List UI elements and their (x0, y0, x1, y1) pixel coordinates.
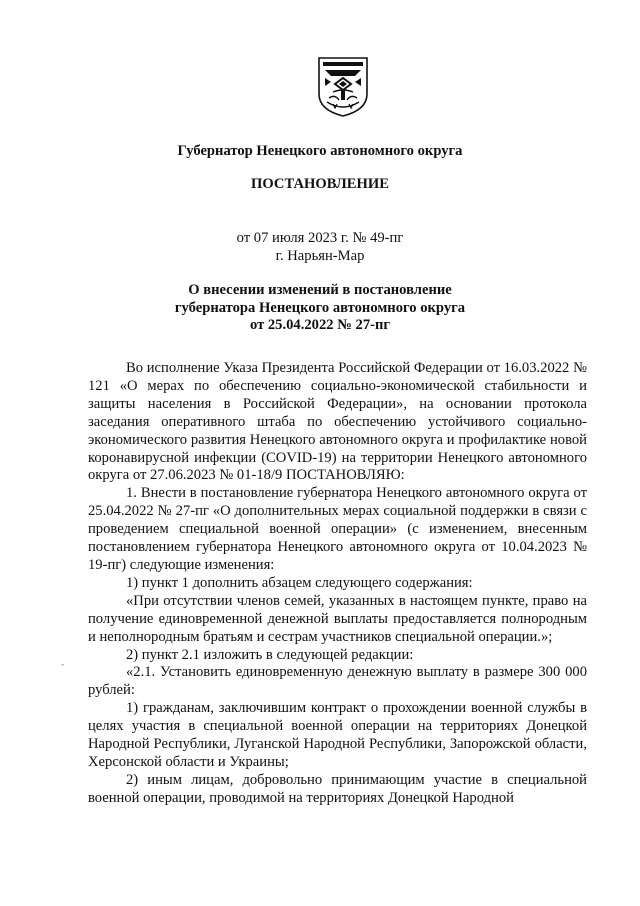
body-paragraph: 2) иным лицам, добровольно принимающим участие в специальной военной операции, проводимой на территориях Донецкой Народной (88, 771, 587, 806)
document-body (88, 360, 587, 808)
body-paragraph: 1. Внести в постановление губернатора Ненецкого автономного округа от 25.04.2022 № 27-пг «О дополнительных мерах социальной поддержки в связи с проведением специальной военной операции» (с изменением, внесенным постановлением губернатора Ненецкого автономного округа от 10.04.2023 № 19-пг) следующие изменения: (88, 485, 587, 573)
body-paragraph: Во исполнение Указа Президента Российской Федерации от 16.03.2022 № 121 «О мерах по обеспечению социально-экономической стабильности и защиты населения в Российской Федерации», на основании протокола заседания оперативного штаба по обеспечению устойчивого социально-экономического развития Ненецкого автономного округа и профилактике новой коронавирусной инфекции (COVID-19) на территории Ненецкого автономного округа от 27.06.2023 № 01-18/9 ПОСТАНОВЛЯЮ: (88, 360, 587, 484)
document-title-line: О внесении изменений в постановление (188, 282, 452, 298)
document-type: ПОСТАНОВЛЕНИЕ (251, 176, 389, 192)
document-date-number: от 07 июля 2023 г. № 49-пг (236, 230, 404, 246)
authority-heading: Губернатор Ненецкого автономного округа (177, 143, 463, 159)
coat-of-arms-icon (315, 54, 371, 118)
body-paragraph: 1) гражданам, заключившим контракт о прохождении военной службы в целях участия в специальной военной операции на территориях Донецкой Народной Республики, Луганской Народной Республики, Запорожской области, Херсонской области и Украины; (88, 700, 587, 770)
margin-mark: - (61, 659, 64, 669)
document-title-line: губернатора Ненецкого автономного округа (174, 300, 466, 316)
body-paragraph: «При отсутствии членов семей, указанных в настоящем пункте, право на получение единовременной денежной выплаты предоставляется полнородным и неполнородным братьям и сестрам участников специальной операции.»; (88, 592, 587, 645)
document-title-line: от 25.04.2022 № 27-пг (249, 317, 391, 333)
body-paragraph: 1) пункт 1 дополнить абзацем следующего содержания: (126, 574, 473, 591)
body-paragraph: «2.1. Установить единовременную денежную выплату в размере 300 000 рублей: (88, 664, 587, 699)
document-place: г. Нарьян-Мар (275, 248, 365, 264)
body-paragraph: 2) пункт 2.1 изложить в следующей редакции: (126, 646, 414, 663)
